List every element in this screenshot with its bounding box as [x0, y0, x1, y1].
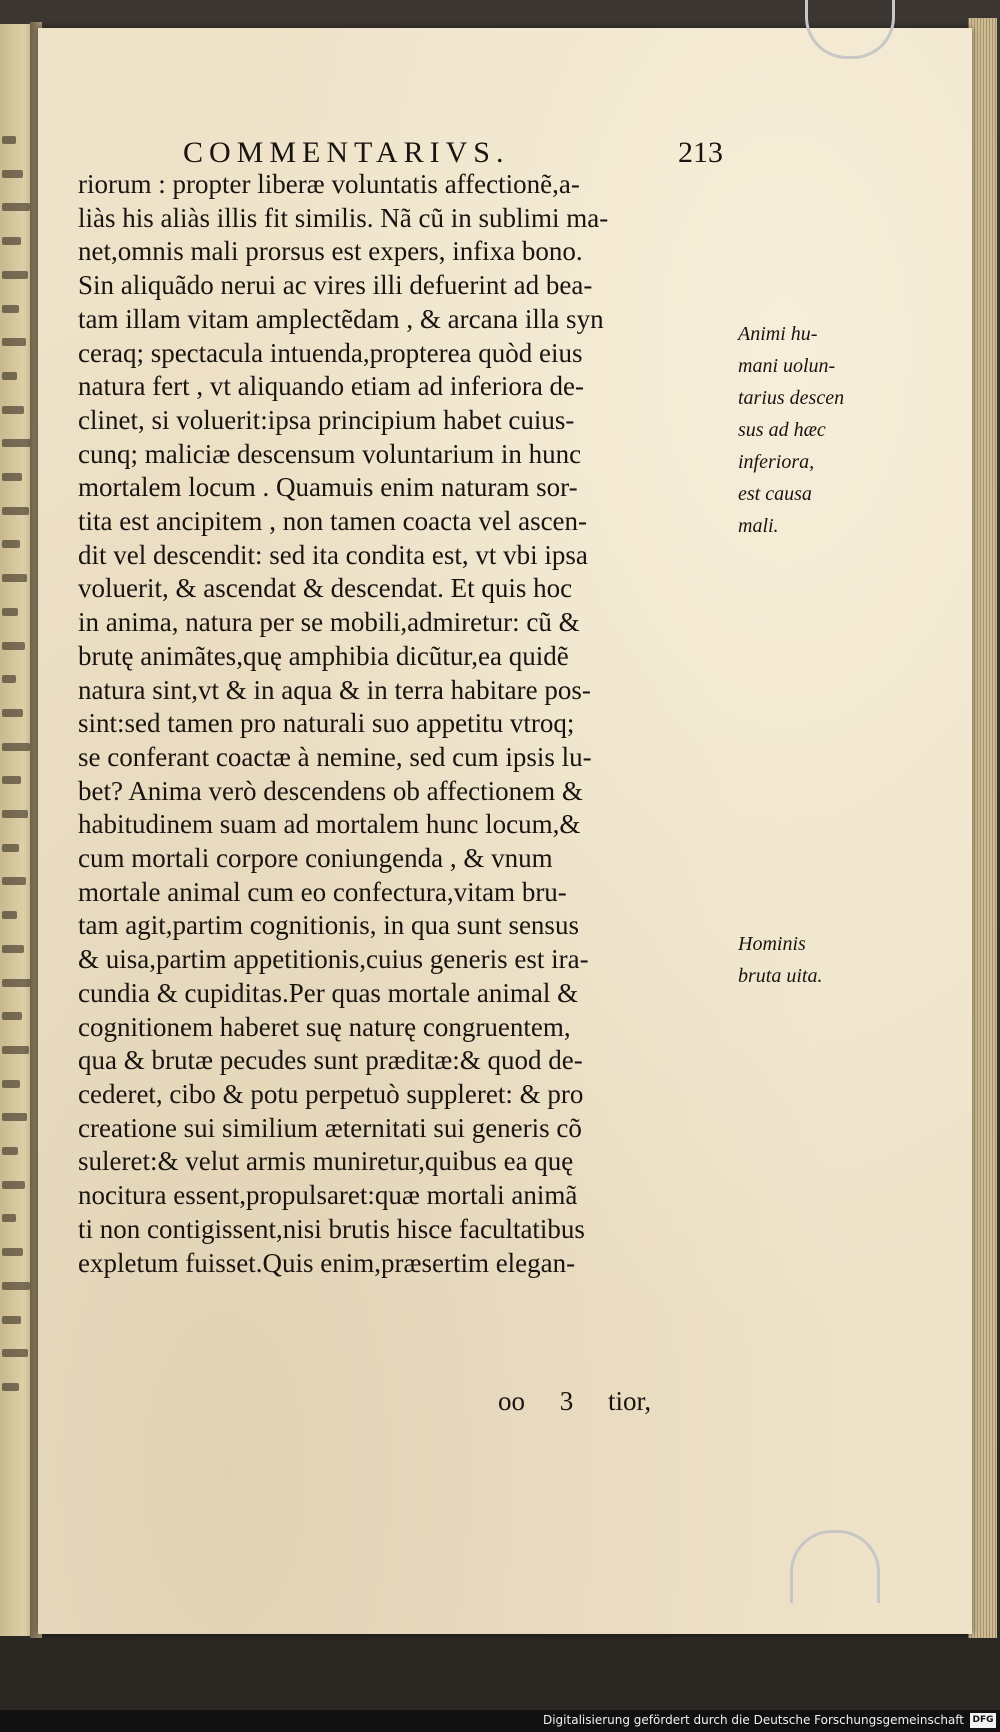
facing-page-text-fragment [2, 271, 28, 279]
text-line: creatione sui similium æternitati sui generis cõ [78, 1112, 582, 1143]
margin-note-line: tarius descen [738, 387, 845, 409]
facing-page-text-fragment [2, 439, 31, 447]
facing-page-text-fragment [2, 1113, 27, 1121]
margin-note-line: Animi hu- [738, 323, 818, 345]
facing-page-text-fragment [2, 844, 19, 852]
text-line: mortale animal cum eo confectura,vitam bru- [78, 876, 567, 907]
text-line: ceraq; spectacula intuenda,propterea quòd eius [78, 337, 583, 368]
facing-page-text-fragment [2, 1181, 25, 1189]
text-line: cunq; maliciæ descensum voluntarium in hunc [78, 438, 582, 469]
facing-page-text-fragment [2, 877, 26, 885]
facing-page-text-fragment [2, 540, 20, 548]
text-line: tam illam vitam amplectẽdam , & arcana illa syn [78, 303, 604, 334]
text-line: suleret:& velut armis muniretur,quibus ea quę [78, 1146, 574, 1177]
page-number: 213 [678, 136, 723, 169]
text-line: mortalem locum . Quamuis enim naturam sor- [78, 472, 578, 503]
facing-page-text-fragment [2, 979, 31, 987]
text-line: expletum fuisset.Quis enim,præsertim elegan- [78, 1247, 576, 1278]
dfg-logo: DFG [970, 1713, 996, 1728]
facing-page-text-fragment [2, 1248, 23, 1256]
text-line: natura fert , vt aliquando etiam ad inferiora de- [78, 371, 585, 402]
book-page [38, 28, 972, 1634]
margin-note-line: sus ad hæc [738, 419, 826, 441]
text-line: Sin aliquãdo nerui ac vires illi defuerint ad bea- [78, 270, 593, 301]
facing-page-text-fragment [2, 945, 24, 953]
text-line: riorum : propter liberæ voluntatis affectionẽ,a- [78, 169, 580, 199]
running-head: COMMENTARIVS. [183, 136, 510, 169]
margin-note-line: inferiora, [738, 451, 815, 473]
text-line: nocitura essent,propulsaret:quæ mortali animã [78, 1180, 578, 1211]
margin-note-line: mani uolun- [738, 355, 836, 377]
facing-page-text-fragment [2, 1349, 28, 1357]
text-line: bet? Anima verò descendens ob affectionem & [78, 775, 583, 806]
text-line: liàs his aliàs illis fit similis. Nã cũ in sublimi ma- [78, 202, 609, 233]
facing-page-text-fragment [2, 1012, 22, 1020]
text-line: tita est ancipitem , non tamen coacta vel ascen- [78, 506, 588, 537]
catchline [498, 1386, 651, 1417]
margin-note-line: bruta uita. [738, 965, 823, 987]
text-line: cederet, cibo & potu perpetuò suppleret: & pro [78, 1078, 584, 1109]
facing-page-text-fragment [2, 237, 21, 245]
margin-note-line: mali. [738, 515, 779, 537]
signature-mark: oo 3 [498, 1386, 574, 1416]
margin-note [738, 928, 822, 992]
facing-page-text-fragment [2, 608, 18, 616]
facing-page-text-fragment [2, 1214, 16, 1222]
text-line: sint:sed tamen pro naturali suo appetitu vtroq; [78, 708, 575, 739]
facing-page-text-fragment [2, 406, 24, 414]
facing-page-text-fragment [2, 507, 29, 515]
text-line: dit vel descendit: sed ita condita est, vt vbi ipsa [78, 539, 588, 570]
facing-page-text-fragment [2, 911, 17, 919]
margin-note-line: Hominis [738, 933, 806, 955]
page-edges [968, 18, 997, 1638]
facing-page-text-fragment [2, 372, 17, 380]
text-line: se conferant coactæ à nemine, sed cum ipsis lu- [78, 741, 592, 772]
text-line: tam agit,partim cognitionis, in qua sunt sensus [78, 910, 579, 941]
text-line: qua & brutæ pecudes sunt præditæ:& quod de- [78, 1045, 583, 1076]
facing-page-text-fragment [2, 1080, 20, 1088]
text-line: cundia & cupiditas.Per quas mortale animal & [78, 977, 579, 1008]
text-line: brutę animãtes,quę amphibia dicũtur,ea quidẽ [78, 640, 569, 671]
text-line: & uisa,partim appetitionis,cuius generis est ira- [78, 944, 589, 975]
margin-note [738, 318, 844, 542]
text-line: cognitionem haberet suę naturę congruentem, [78, 1011, 571, 1042]
facing-page-text-fragment [2, 170, 23, 178]
facing-page-text-fragment [2, 810, 28, 818]
facing-page-text-fragment [2, 776, 21, 784]
text-line: ti non contigissent,nisi brutis hisce facultatibus [78, 1213, 585, 1244]
facing-page-text-fragment [2, 1046, 29, 1054]
facing-page-text-fragment [2, 1282, 30, 1290]
facing-page-text-fragment [2, 473, 22, 481]
text-line: voluerit, & ascendat & descendat. Et quis hoc [78, 573, 573, 604]
facing-page-text-fragment [2, 305, 19, 313]
facing-page-text-fragment [2, 338, 26, 346]
text-line: cum mortali corpore coniungenda , & vnum [78, 843, 553, 874]
facing-page-text-fragment [2, 675, 16, 683]
margin-note-line: est causa [738, 483, 812, 505]
footer-bar [0, 1710, 1000, 1732]
body-text [78, 168, 718, 1280]
facing-page-text-fragment [2, 642, 25, 650]
facing-page-text-fragment [2, 1316, 21, 1324]
funding-credit: Digitalisierung gefördert durch die Deutsche Forschungsgemeinschaft [542, 1713, 964, 1727]
catchword: tior, [608, 1386, 652, 1416]
text-line: natura sint,vt & in aqua & in terra habitare pos- [78, 674, 591, 705]
facing-page-text-fragment [2, 709, 23, 717]
facing-page-text-fragment [2, 743, 30, 751]
book-clasp [790, 1530, 880, 1603]
facing-page-text-fragment [2, 203, 30, 211]
facing-page-text-fragment [2, 574, 27, 582]
text-line: in anima, natura per se mobili,admiretur: cũ & [78, 607, 580, 638]
facing-page-text-fragment [2, 136, 16, 144]
facing-page-text-fragment [2, 1147, 18, 1155]
text-line: clinet, si voluerit:ipsa principium habet cuius- [78, 404, 575, 435]
text-line: habitudinem suam ad mortalem hunc locum,& [78, 809, 581, 840]
text-line: net,omnis mali prorsus est expers, infixa bono. [78, 236, 583, 267]
facing-page-text-fragment [2, 1383, 19, 1391]
